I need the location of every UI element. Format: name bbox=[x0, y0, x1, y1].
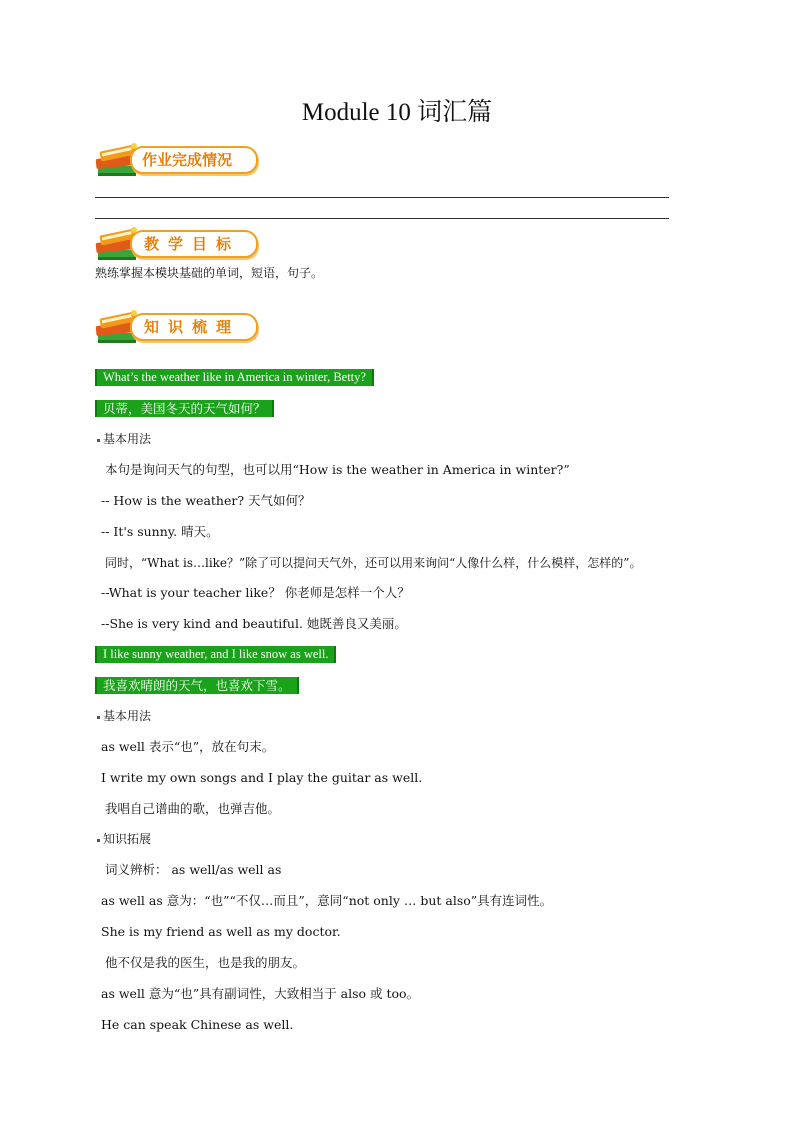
usage-line: I write my own songs and I play the guitar as well. bbox=[101, 770, 423, 785]
extension-line: 他不仅是我的医生，也是我的朋友。 bbox=[105, 955, 306, 970]
usage-line: as well 表示“也”，放在句末。 bbox=[101, 739, 275, 754]
bullet bbox=[97, 839, 100, 842]
answer-line bbox=[95, 218, 669, 219]
extension-line: 词义辨析： as well/as well as bbox=[105, 862, 282, 877]
section-title: 教学目标 bbox=[144, 235, 241, 253]
highlight-sentence-cn: 我喜欢晴朗的天气，也喜欢下雪。 bbox=[95, 677, 299, 694]
usage-heading: 基本用法 bbox=[103, 709, 152, 723]
usage-line: 我唱自己谱曲的歌，也弹吉他。 bbox=[105, 801, 281, 816]
goals-text: 熟练掌握本模块基础的单词，短语，句子。 bbox=[95, 266, 324, 280]
usage-heading: 基本用法 bbox=[103, 432, 152, 446]
highlight-sentence-en: I like sunny weather, and I like snow as well. bbox=[95, 646, 336, 663]
highlight-sentence-en: What’s the weather like in America in winter, Betty? bbox=[95, 369, 374, 386]
extension-line: as well 意为“也”具有副词性，大致相当于 also 或 too。 bbox=[101, 986, 420, 1001]
section-title: 知识梳理 bbox=[144, 318, 241, 336]
section-badge-homework bbox=[94, 140, 262, 180]
bullet bbox=[97, 439, 100, 442]
usage-line: --She is very kind and beautiful. 她既善良又美丽。 bbox=[101, 616, 407, 631]
usage-line: -- How is the weather? 天气如何？ bbox=[101, 493, 311, 508]
answer-line bbox=[95, 197, 669, 198]
highlight-sentence-cn: 贝蒂，美国冬天的天气如何？ bbox=[95, 400, 274, 417]
extension-line: as well as 意为：“也”“不仅…而且”，意同“not only … but also”具有连词性。 bbox=[101, 893, 553, 908]
extension-line: He can speak Chinese as well. bbox=[101, 1017, 294, 1032]
bullet bbox=[97, 716, 100, 719]
section-badge-goals bbox=[94, 224, 262, 264]
usage-line: 本句是询问天气的句型，也可以用“How is the weather in America in winter?” bbox=[105, 462, 570, 477]
extension-heading: 知识拓展 bbox=[103, 832, 152, 846]
usage-line: 同时，“What is…like？”除了可以提问天气外，还可以用来询问“人像什么样，什么模样，怎样的”。 bbox=[105, 556, 642, 570]
section-badge-knowledge bbox=[94, 307, 262, 347]
extension-line: She is my friend as well as my doctor. bbox=[101, 924, 341, 939]
section-title: 作业完成情况 bbox=[142, 151, 233, 169]
page-title: Module 10 词汇篇 bbox=[301, 99, 493, 126]
usage-line: --What is your teacher like？ 你老师是怎样一个人？ bbox=[101, 585, 410, 600]
usage-line: -- It's sunny. 晴天。 bbox=[101, 524, 219, 539]
